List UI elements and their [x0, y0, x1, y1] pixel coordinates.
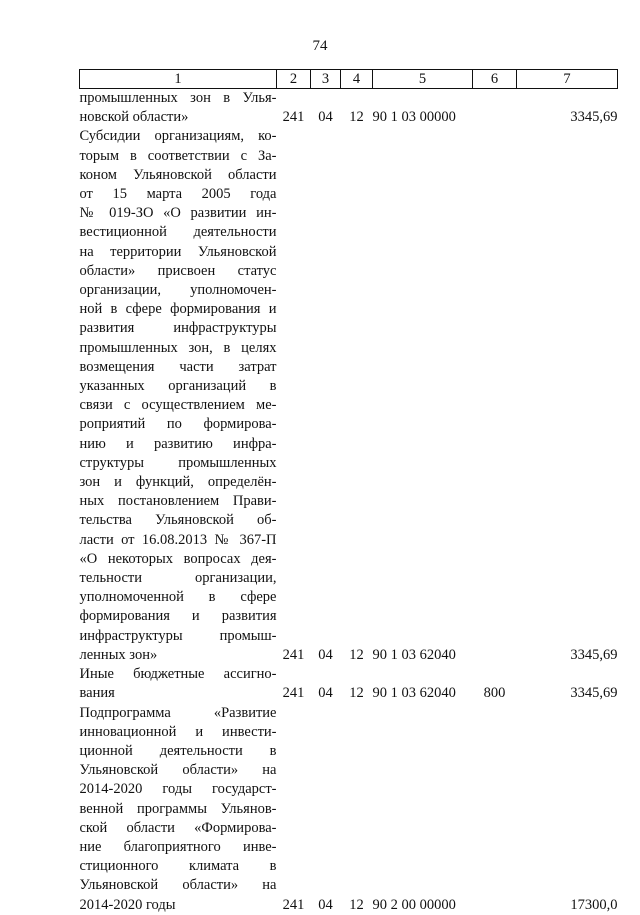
table-header-row — [80, 70, 618, 89]
cell-subsection: 12 — [349, 646, 364, 663]
cell-expense-type — [473, 89, 517, 128]
description-line: возмещения части затрат — [79, 358, 277, 375]
description-line: организации, уполномочен- — [79, 282, 277, 299]
row-description — [80, 665, 277, 703]
description-line: структуры промышленных — [79, 454, 277, 471]
header-col-3: 3 — [311, 70, 341, 89]
cell-target-article: 90 1 03 00000 — [372, 109, 456, 126]
table-body — [80, 89, 618, 915]
row-description — [80, 704, 277, 915]
header-col-7: 7 — [517, 70, 618, 89]
cell-subsection: 12 — [349, 109, 364, 126]
description-line: от 15 марта 2005 года — [79, 186, 277, 203]
cell-section: 04 — [318, 685, 333, 702]
header-col-4: 4 — [341, 70, 373, 89]
table-row — [80, 127, 618, 665]
table-row — [80, 665, 618, 703]
description-line: ных постановлением Прави- — [79, 493, 277, 510]
description-line: ционной деятельности в — [79, 742, 277, 759]
description-line: инновационной и инвести- — [79, 723, 277, 740]
header-col-1: 1 — [80, 70, 277, 89]
cell-amount: 3345,69 — [570, 109, 618, 126]
cell-ministry-code: 241 — [282, 896, 305, 913]
description-line: нию и развитию инфра- — [79, 435, 277, 452]
description-line: развития инфраструктуры — [79, 320, 277, 337]
cell-target-article: 90 1 03 62040 — [372, 646, 456, 663]
description-line: Подпрограмма «Развитие — [79, 704, 277, 721]
description-line: Субсидии организациям, ко- — [79, 128, 277, 145]
description-line: связи с осуществлением ме- — [79, 397, 277, 414]
description-line: Иные бюджетные ассигно- — [79, 666, 277, 683]
row-description — [80, 89, 277, 128]
cell-amount: 3345,69 — [570, 646, 618, 663]
cell-expense-type — [473, 127, 517, 665]
cell-subsection: 12 — [349, 685, 364, 702]
header-col-5: 5 — [373, 70, 473, 89]
description-line: № 019-ЗО «О развитии ин- — [79, 205, 277, 222]
description-line: ленных зон» — [79, 646, 158, 663]
description-line: Ульяновской области» на — [79, 762, 277, 779]
cell-ministry-code: 241 — [282, 109, 305, 126]
description-line: тельности организации, — [79, 570, 277, 587]
description-line: ной в сфере формирования и — [79, 301, 277, 318]
cell-ministry-code: 241 — [282, 685, 305, 702]
table-row — [80, 704, 618, 915]
cell-target-article: 90 1 03 62040 — [372, 685, 456, 702]
description-line: ской области «Формирова- — [79, 819, 277, 836]
description-line: на территории Ульяновской — [79, 243, 277, 260]
cell-subsection: 12 — [349, 896, 364, 913]
description-line: ние благоприятного инве- — [79, 838, 277, 855]
cell-target-article: 90 2 00 00000 — [372, 896, 456, 913]
description-line: промышленных зон в Улья- — [79, 90, 277, 106]
description-line: коном Ульяновской области — [79, 166, 277, 183]
description-line: роприятий по формирова- — [79, 416, 277, 433]
description-line: венной программы Ульянов- — [79, 800, 277, 817]
cell-section: 04 — [318, 109, 333, 126]
cell-expense-type: 800 — [483, 685, 506, 702]
description-line: Ульяновской области» на — [79, 877, 277, 894]
description-line: торым в соответствии с За- — [79, 147, 277, 164]
budget-table — [79, 69, 618, 915]
cell-ministry-code: 241 — [282, 646, 305, 663]
description-line: 2014-2020 годы — [79, 896, 176, 913]
description-line: промышленных зон, в целях — [79, 339, 277, 356]
description-line: тельства Ульяновской об- — [79, 512, 277, 529]
cell-amount: 3345,69 — [570, 685, 618, 702]
header-col-6: 6 — [473, 70, 517, 89]
cell-expense-type — [473, 704, 517, 915]
description-line: новской области» — [79, 109, 189, 126]
description-line: указанных организаций в — [79, 378, 277, 395]
description-line: стиционного климата в — [79, 858, 277, 875]
cell-amount: 17300,0 — [570, 896, 618, 913]
row-description — [80, 127, 277, 665]
description-line: уполномоченной в сфере — [79, 589, 277, 606]
table-row — [80, 89, 618, 128]
cell-section: 04 — [318, 896, 333, 913]
description-line: инфраструктуры промыш- — [79, 627, 277, 644]
header-col-2: 2 — [277, 70, 311, 89]
description-line: вания — [79, 685, 115, 702]
description-line: ласти от 16.08.2013 № 367-П — [79, 531, 277, 548]
description-line: вестиционной деятельности — [79, 224, 277, 241]
cell-section: 04 — [318, 646, 333, 663]
description-line: зон и функций, определён- — [79, 474, 277, 491]
description-line: области» присвоен статус — [79, 262, 277, 279]
description-line: 2014-2020 годы государст- — [79, 781, 277, 798]
description-line: «О некоторых вопросах дея- — [79, 550, 277, 567]
page-number: 74 — [312, 38, 328, 54]
description-line: формирования и развития — [79, 608, 277, 625]
